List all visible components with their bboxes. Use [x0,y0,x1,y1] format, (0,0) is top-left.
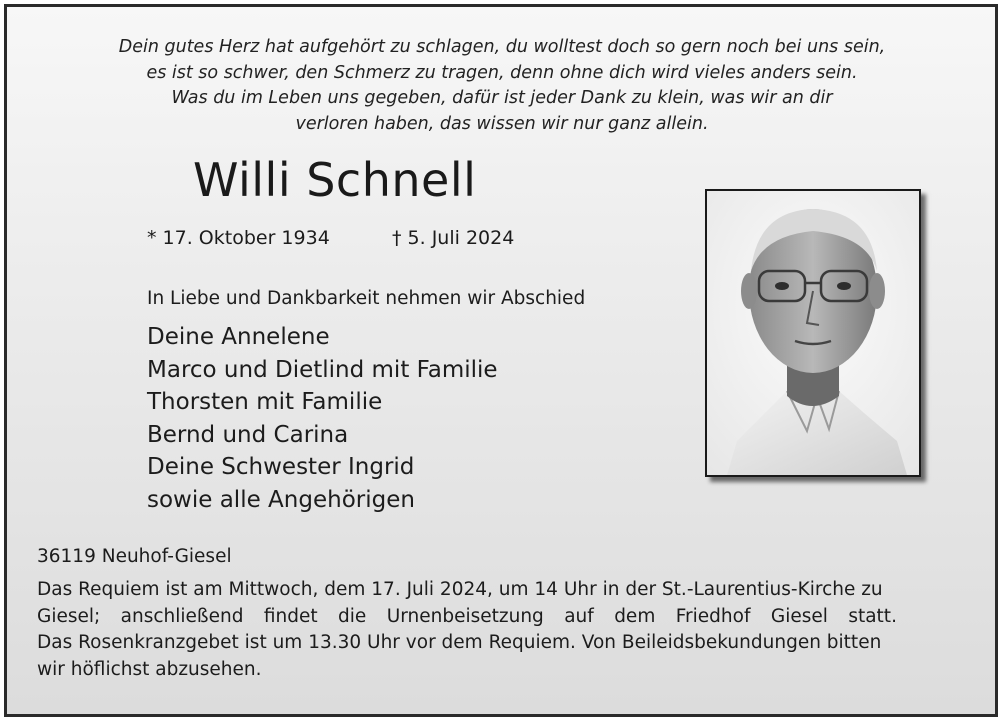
notice-word: Giesel [770,605,828,627]
deceased-name: Willi Schnell [193,153,477,207]
funeral-notice [37,577,967,683]
poem-line: Was du im Leben uns gegeben, dafür ist jeder Dank zu klein, was wir an dir [171,88,833,108]
poem-line: Dein gutes Herz hat aufgehört zu schlagen, du wolltest doch so gern noch bei uns sein, [118,37,886,57]
notice-word: Friedhof [675,605,751,627]
mourners-list [147,321,498,516]
mourner: Deine Schwester Ingrid [147,454,415,480]
mourner: Deine Annelene [147,324,330,350]
poem-line: es ist so schwer, den Schmerz zu tragen, denn ohne dich wird vieles anders sein. [146,62,858,83]
notice-line [37,604,897,631]
notice-word: die [338,605,367,627]
portrait-photo [705,189,921,477]
farewell-intro: In Liebe und Dankbarkeit nehmen wir Abschied [147,288,586,309]
notice-line: wir höflichst abzusehen. [37,658,262,680]
mourner: sowie alle Angehörigen [147,486,415,513]
obituary-card [4,4,998,717]
notice-word: auf [564,605,594,627]
birth-date: * 17. Oktober 1934 [147,227,330,249]
notice-word: Giesel; [37,605,101,627]
mourner: Bernd und Carina [147,421,349,448]
poem [37,35,967,137]
notice-word: statt. [848,605,897,627]
mourner: Thorsten mit Familie [147,389,383,415]
poem-line: verloren haben, das wissen wir nur ganz allein. [295,113,709,134]
death-date: † 5. Juli 2024 [392,227,515,249]
notice-word: anschließend [120,605,244,627]
notice-line: Das Rosenkranzgebet ist um 13.30 Uhr vor dem Requiem. Von Beileidsbekundungen bitten [37,632,882,653]
notice-word: dem [614,605,656,627]
portrait-image [707,191,919,475]
notice-word: Urnenbeisetzung [386,605,544,627]
mourner: Marco und Dietlind mit Familie [147,356,498,383]
notice-word: findet [263,605,318,627]
notice-line: Das Requiem ist am Mittwoch, dem 17. Juli 2024, um 14 Uhr in der St.-Laurentius-Kirche zu [37,579,883,600]
place-of-residence: 36119 Neuhof-Giesel [37,546,232,567]
